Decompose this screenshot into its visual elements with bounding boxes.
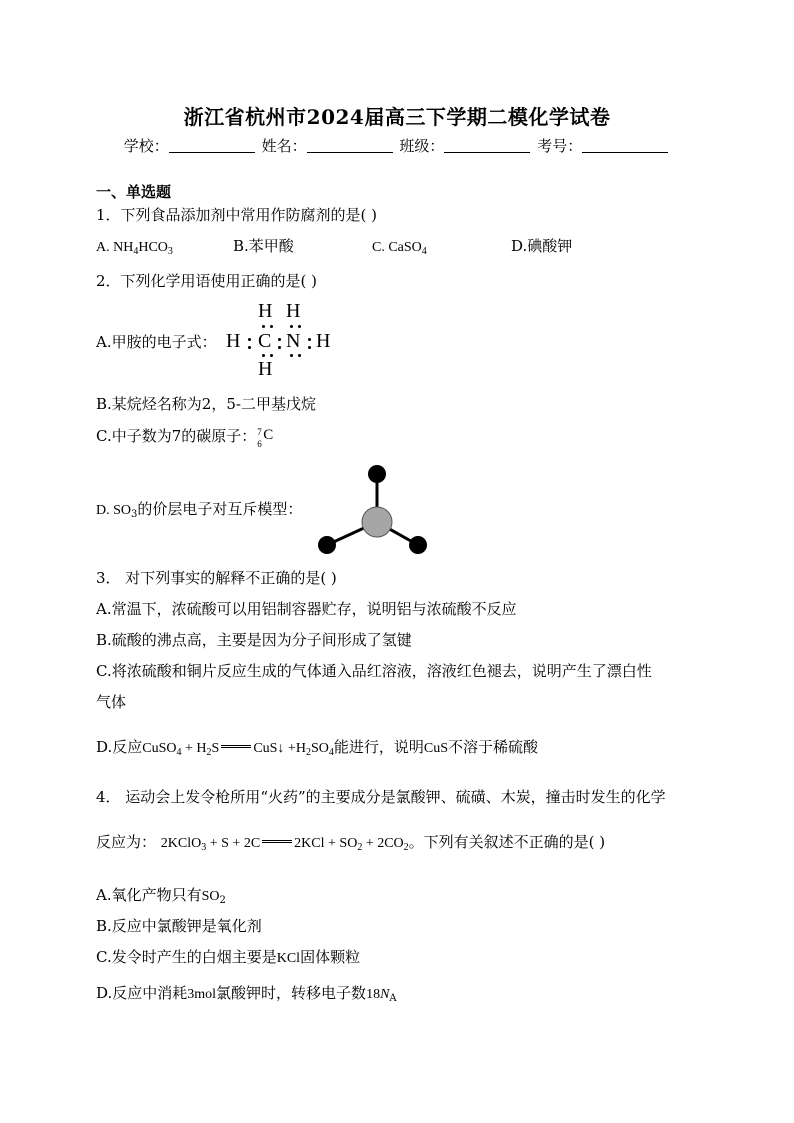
oxygen-atom-top (368, 465, 386, 483)
equals-sign (262, 840, 292, 843)
nitrogen-atom: N (286, 330, 301, 352)
methylamine-lewis-structure (222, 300, 342, 382)
q4-option-a[interactable]: A.氧化产物只有$SO_2$ (96, 886, 226, 906)
q3-stem: 3． 对下列事实的解释不正确的是( ) (96, 569, 337, 587)
q1-option-b[interactable]: B.苯甲酸 (233, 237, 294, 255)
q2-stem: 2．下列化学用语使用正确的是( ) (96, 272, 318, 290)
h-right: H (316, 330, 331, 352)
section-title: 一、单选题 (96, 183, 172, 201)
q3-option-d[interactable]: D.反应CuSO$_4$ + $H_2S$ CuS↓ $+H_2SO_4$能进行，说明CuS不溶于稀硫酸 (96, 738, 539, 758)
q3-option-c-line2[interactable]: 气体 (96, 693, 127, 711)
sulfur-atom (362, 507, 392, 537)
q1-option-c[interactable]: C. CaSO$_4$ (372, 240, 427, 257)
q2-option-c[interactable]: C.中子数为7的碳原子： 7 6 C (96, 425, 278, 446)
carbon-nuclide-symbol: 7 6 C (257, 427, 274, 449)
equals-sign (221, 745, 251, 748)
q3-option-b[interactable]: B.硫酸的沸点高，主要是因为分子间形成了氢键 (96, 631, 412, 649)
name-label: 姓名： (261, 137, 307, 155)
student-info-line (0, 135, 794, 156)
q3-option-c-line1[interactable]: C.将浓硫酸和铜片反应生成的气体通入品红溶液，溶液红色褪去，说明产生了漂白性 (96, 662, 652, 680)
name-field[interactable] (307, 138, 393, 153)
oxygen-atom-left (318, 536, 336, 554)
school-field[interactable] (169, 138, 255, 153)
q4-option-b[interactable]: B.反应中氯酸钾是氧化剂 (96, 917, 262, 935)
h-left: H (226, 330, 241, 352)
class-label: 班级： (399, 137, 445, 155)
q4-option-d[interactable]: D.反应中消耗3mol氯酸钾时，转移电子数$18N_A$ (96, 984, 397, 1004)
carbon-atom: C (258, 330, 272, 352)
h-top-n: H (286, 300, 301, 322)
q3-equation: CuSO$_4$ + $H_2S$ CuS↓ $+H_2SO_4$ (142, 741, 334, 758)
q1-option-a[interactable]: A. $NH_4HCO_3$ (96, 240, 173, 257)
h-bottom: H (258, 358, 273, 380)
number-label: 考号： (537, 137, 583, 155)
q3-option-a[interactable]: A.常温下，浓硫酸可以用铝制容器贮存，说明铝与浓硫酸不反应 (96, 600, 517, 618)
q4-option-c[interactable]: C.发令时产生的白烟主要是KCl固体颗粒 (96, 948, 361, 966)
page-title: 浙江省杭州市2024届高三下学期二模化学试卷 (183, 105, 611, 129)
h-top-c: H (258, 300, 273, 322)
class-field[interactable] (444, 138, 530, 153)
q2-option-b[interactable]: B.某烷烃名称为2，5-二甲基戊烷 (96, 395, 316, 413)
q4-stem-line1: 4． 运动会上发令枪所用“火药”的主要成分是氯酸钾、硫磺、木炭，撞击时发生的化学 (96, 788, 666, 806)
number-field[interactable] (582, 138, 668, 153)
q1-option-d[interactable]: D.碘酸钾 (511, 237, 573, 255)
q2-option-a-label[interactable]: A.甲胺的电子式： (96, 333, 217, 351)
school-label: 学校： (123, 137, 169, 155)
q1-stem: 1．下列食品添加剂中常用作防腐剂的是( ) (96, 206, 378, 224)
q4-stem-line2: 反应为： 2KClO$_3$ + S + 2C $2KCl + SO_2 + 2CO_2$。下列有关叙述不正确的是( ) (96, 833, 606, 853)
q2-option-d[interactable]: D. $SO_3$的价层电子对互斥模型： (96, 500, 303, 520)
so3-vsepr-model (310, 460, 440, 560)
oxygen-atom-right (409, 536, 427, 554)
q4-equation: 2KClO$_3$ + S + 2C $2KCl + SO_2 + 2CO_2$ (160, 836, 409, 853)
